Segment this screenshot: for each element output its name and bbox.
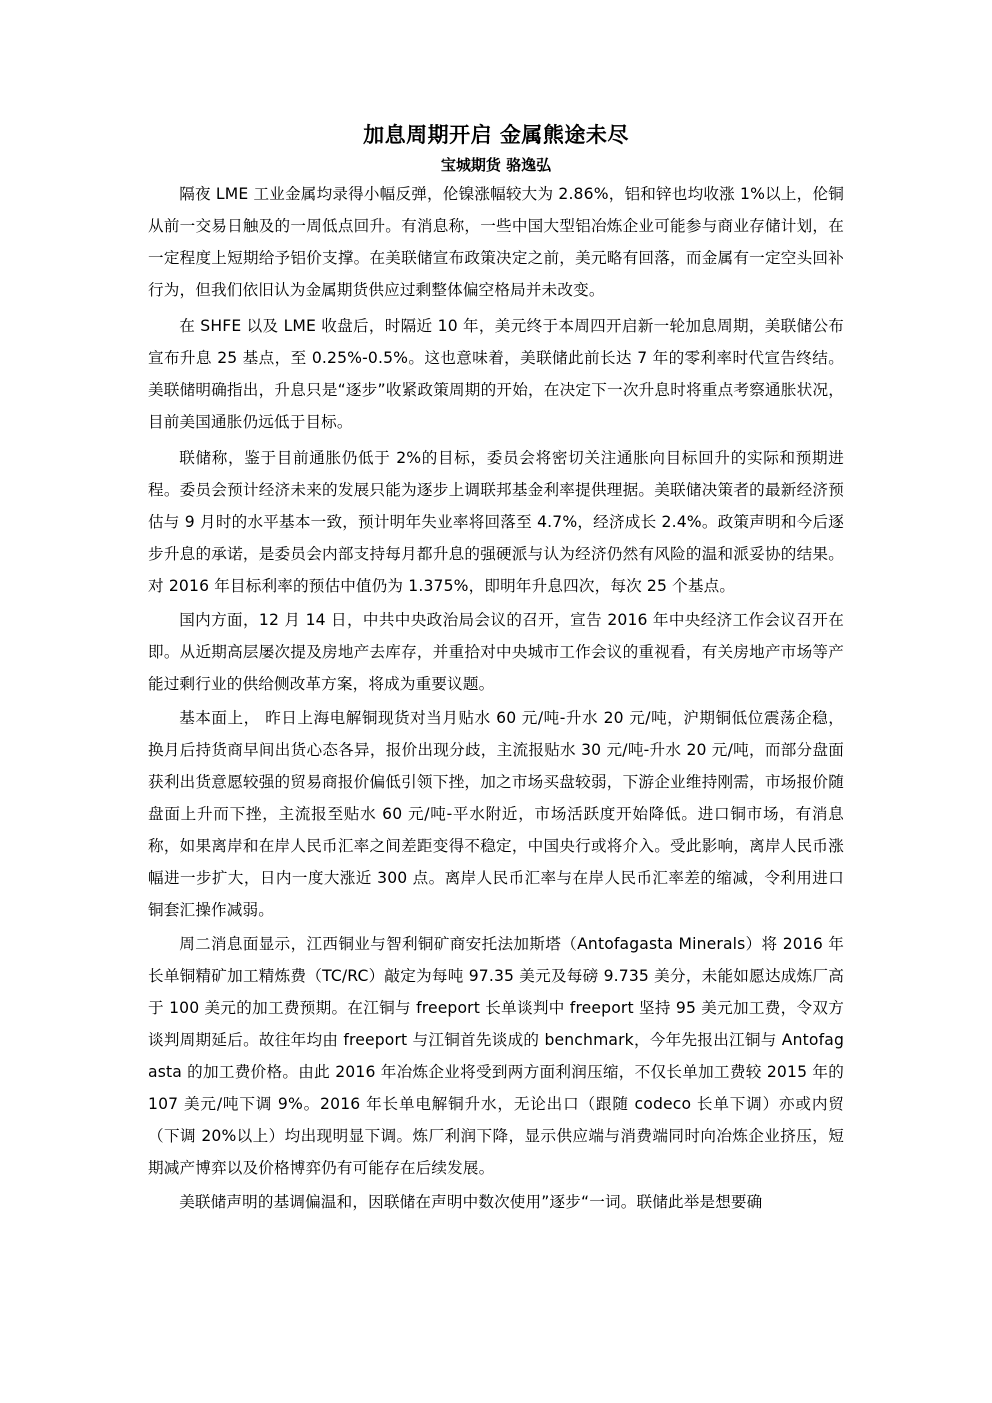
paragraph: 周二消息面显示，江西铜业与智利铜矿商安托法加斯塔（Antofagasta Minerals）将 2016 年长单铜精矿加工精炼费（TC/RC）敲定为每吨 97.35 美元及每磅 9.735 美分，未能如愿达成炼厂高于 100 美元的加工费预期。在江铜与 freeport 长单谈判中 freeport 坚持 95 美元加工费，令双方谈判周期延后。故往年均由 freeport 与江铜首先谈成的 benchmark，今年先报出江铜与 Antofagasta 的加工费价格。由此 2016 年冶炼企业将受到两方面利润压缩，不仅长单加工费较 2015 年的 107 美元/吨下调 9%。2016 年长单电解铜升水，无论出口（跟随 codeco 长单下调）亦或内贸（下调 20%以上）均出现明显下调。炼厂利润下降，显示供应端与消费端同时向冶炼企业挤压，短期减产博弈以及价格博弈仍有可能存在后续发展。 (148, 935, 844, 1177)
document-page (148, 118, 844, 1218)
document-title: 加息周期开启 金属熊途未尽 (363, 123, 629, 147)
paragraph: 联储称，鉴于目前通胀仍低于 2%的目标，委员会将密切关注通胀向目标回升的实际和预期进程。委员会预计经济未来的发展只能为逐步上调联邦基金利率提供理据。美联储决策者的最新经济预估与 9 月时的水平基本一致，预计明年失业率将回落至 4.7%，经济成长 2.4%。政策声明和今后逐步升息的承诺，是委员会内部支持每月都升息的强硬派与认为经济仍然有风险的温和派妥协的结果。对 2016 年目标利率的预估中值仍为 1.375%，即明年升息四次，每次 25 个基点。 (148, 449, 844, 595)
paragraph: 美联储声明的基调偏温和，因联储在声明中数次使用”逐步“一词。联储此举是想要确 (179, 1193, 763, 1211)
paragraph: 国内方面，12 月 14 日，中共中央政治局会议的召开，宣告 2016 年中央经济工作会议召开在即。从近期高层屡次提及房地产去库存，并重拾对中央城市工作会议的重视看，有关房地产市场等产能过剩行业的供给侧改革方案，将成为重要议题。 (148, 611, 844, 693)
paragraph: 在 SHFE 以及 LME 收盘后，时隔近 10 年，美元终于本周四开启新一轮加息周期，美联储公布宣布升息 25 基点，至 0.25%-0.5%。这也意味着，美联储此前长达 7 年的零利率时代宣告终结。美联储明确指出，升息只是“逐步”收紧政策周期的开始，在决定下一次升息时将重点考察通胀状况，目前美国通胀仍远低于目标。 (148, 317, 844, 431)
paragraph: 基本面上， 昨日上海电解铜现货对当月贴水 60 元/吨-升水 20 元/吨，沪期铜低位震荡企稳，换月后持货商早间出货心态各异，报价出现分歧，主流报贴水 30 元/吨-升水 20 元/吨，而部分盘面获利出货意愿较强的贸易商报价偏低引领下挫，加之市场买盘较弱，下游企业维持刚需，市场报价随盘面上升而下挫，主流报至贴水 60 元/吨-平水附近，市场活跃度开始降低。进口铜市场，有消息称，如果离岸和在岸人民币汇率之间差距变得不稳定，中国央行或将介入。受此影响，离岸人民币涨幅进一步扩大，日内一度大涨近 300 点。离岸人民币汇率与在岸人民币汇率差的缩减，令利用进口铜套汇操作减弱。 (148, 709, 844, 919)
document-byline: 宝城期货 骆逸弘 (440, 156, 552, 174)
paragraph: 隔夜 LME 工业金属均录得小幅反弹，伦镍涨幅较大为 2.86%，铝和锌也均收涨 1%以上，伦铜从前一交易日触及的一周低点回升。有消息称，一些中国大型铝冶炼企业可能参与商业存储计划，在一定程度上短期给予铝价支撑。在美联储宣布政策决定之前，美元略有回落，而金属有一定空头回补行为，但我们依旧认为金属期货供应过剩整体偏空格局并未改变。 (148, 185, 844, 299)
